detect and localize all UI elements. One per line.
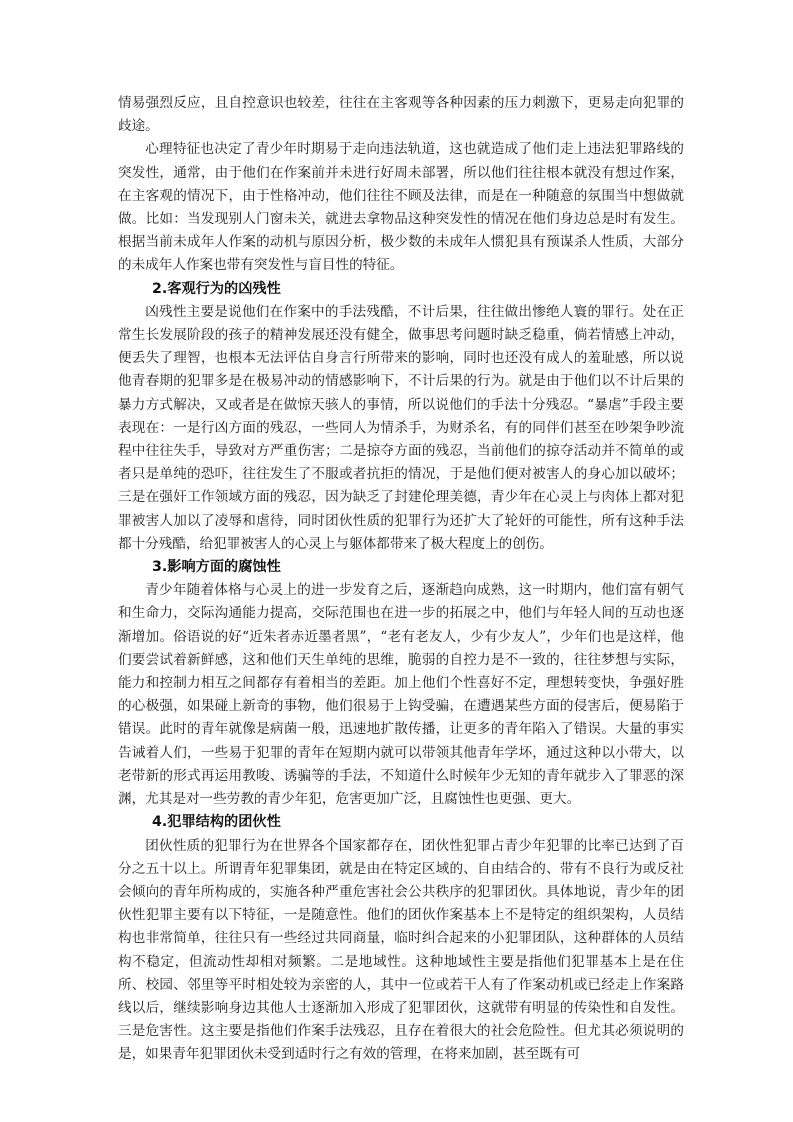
- section-heading-4: 4.犯罪结构的团伙性: [152, 814, 281, 831]
- document-page: [118, 92, 684, 1067]
- section-heading-3: 3.影响方面的腐蚀性: [152, 559, 281, 576]
- paragraph-suddenness: 心理特征也决定了青少年时期易于走向违法轨道，这也就造成了他们走上违法犯罪路线的突发性，通常，由于他们在作案前并未进行好周未部署，所以他们往往根本就没有想过作案，在主客观的情况下，由于性格冲动，他们往往不顾及法律，而是在一种随意的氛围当中想做就做。比如：当发现别人门窗未关，就进去拿物品这种突发性的情况在他们身边总是时有发生。根据当前未成年人作案的动机与原因分析，极少数的未成年人惯犯具有预谋杀人性质，大部分的未成年人作案也带有突发性与盲目性的特征。: [118, 141, 684, 274]
- section-heading-2: 2.客观行为的凶残性: [152, 280, 281, 297]
- paragraph-corrosiveness: 青少年随着体格与心灵上的进一步发育之后，逐渐趋向成熟，这一时期内，他们富有朝气和生命力，交际沟通能力提高，交际范围也在进一步的拓展之中，他们与年轻人间的互动也逐渐增加。俗语说的好“近朱者赤近墨者黑”，“老有老友人，少有少友人”，少年们也是这样，他们要尝试着新鲜感，这和他们天生单纯的思维，脆弱的自控力是不一致的，往往梦想与实际，能力和控制力相互之间都存有着相当的差距。加上他们个性喜好不定，理想转变快，争强好胜的心极强，如果碰上新奇的事物，他们很易于上钩受骗，在遭遇某些方面的侵害后，便易陷于错误。此时的青年就像是病菌一般，迅速地扩散传播，让更多的青年陷入了错误。大量的事实告诫着人们，一些易于犯罪的青年在短期内就可以带领其他青年学坏，通过这种以小带大，以老带新的形式再运用教唆、诱骗等的手法，不知道什么时候年少无知的青年就步入了罪恶的深渊，尤其是对一些劳教的青少年犯，危害更加广泛，且腐蚀性也更强、更大。: [118, 582, 684, 808]
- paragraph-continuation: 情易强烈反应，且自控意识也较差，往往在主客观等各种因素的压力刺激下，更易走向犯罪的歧途。: [118, 95, 684, 135]
- paragraph-cruelty: 凶残性主要是说他们在作案中的手法残酷，不计后果，往往做出惨绝人寰的罪行。处在正常生长发展阶段的孩子的精神发展还没有健全，做事思考问题时缺乏稳重，倘若情感上冲动，便丢失了理智，也根本无法评估自身言行所带来的影响，同时也还没有成人的羞耻感，所以说他青春期的犯罪多是在极易冲动的情感影响下，不计后果的行为。就是由于他们以不计后果的暴力方式解决，又或者是在做惊天骇人的事情，所以说他们的手法十分残忍。“暴虐”手段主要表现在：一是行凶方面的残忍，一些同人为情杀手，为财杀名，有的同伴们甚至在吵架争吵流程中往往失手，导致对方严重伤害；二是掠夺方面的残忍，当前他们的掠夺活动并不简单的或者只是单纯的恐吓，往往发生了不服或者抗拒的情况，于是他们便对被害人的身心加以破坏；三是在强奸工作领域方面的残忍，因为缺乏了封建伦理美德，青少年在心灵上与肉体上都对犯罪被害人加以了凌辱和虐待，同时团伙性质的犯罪行为还扩大了轮奸的可能性，所有这种手法都十分残酷，给犯罪被害人的心灵上与躯体都带来了极大程度上的创伤。: [118, 303, 684, 552]
- paragraph-gang-structure: 团伙性质的犯罪行为在世界各个国家都存在，团伙性犯罪占青少年犯罪的比率已达到了百分之五十以上。所谓青年犯罪集团，就是由在特定区域的、自由结合的、带有不良行为或反社会倾向的青年所构成的，实施各种严重危害社会公共秩序的犯罪团伙。具体地说，青少年的团伙性犯罪主要有以下特征，一是随意性。他们的团伙作案基本上不是特定的组织架构，人员结构也非常简单，往往只有一些经过共同商量，临时纠合起来的小犯罪团队，这种群体的人员结构不稳定，但流动性却相对频繁。二是地域性。这种地域性主要是指他们犯罪基本上是在住所、校园、邻里等平时相处较为亲密的人，其中一位或若干人有了作案动机或已经走上作案路线以后，继续影响身边其他人士逐渐加入形成了犯罪团伙，这就带有明显的传染性和自发性。三是危害性。这主要是指他们作案手法残忍，且存在着很大的社会危险性。但尤其必须说明的是，如果青年犯罪团伙未受到适时行之有效的管理，在将来加剧，甚至既有可: [118, 837, 684, 1063]
